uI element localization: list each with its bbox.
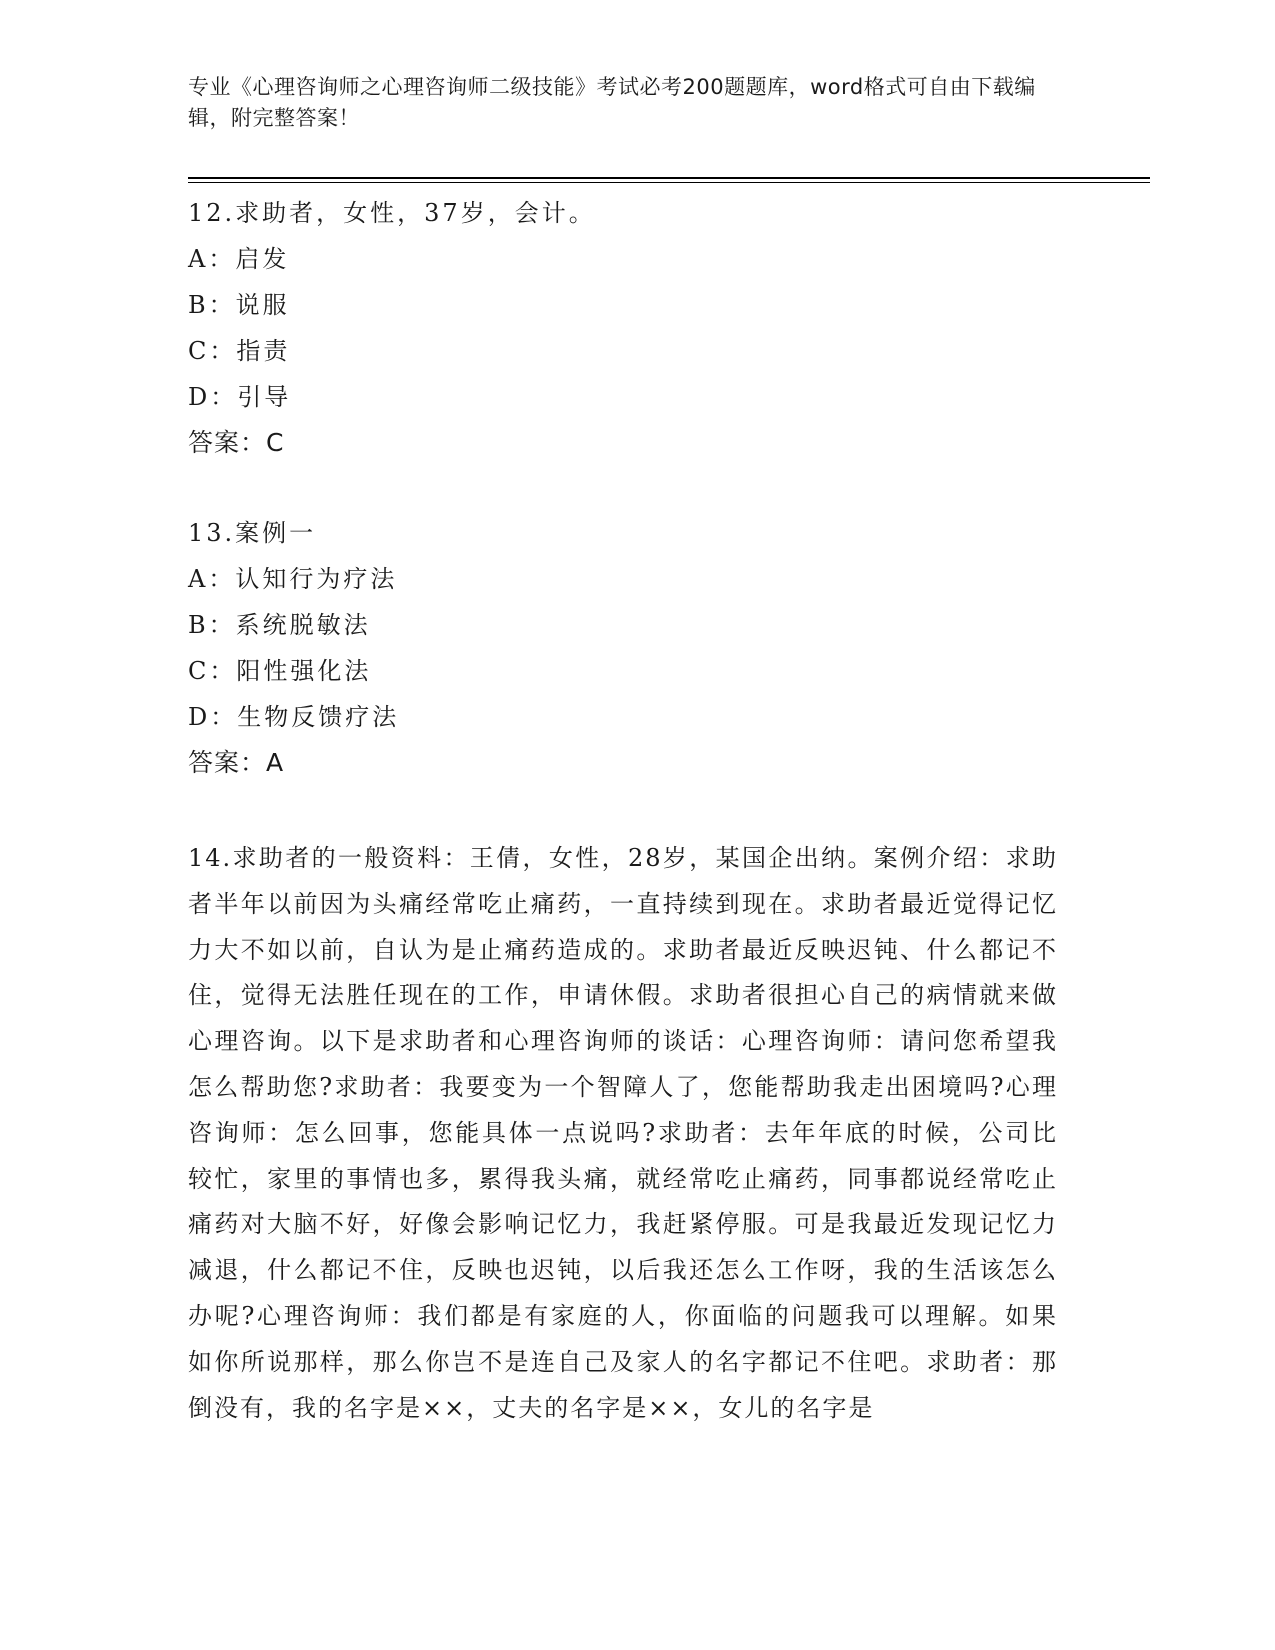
option-a: A：认知行为疗法 — [188, 565, 398, 593]
option-d: D：生物反馈疗法 — [188, 703, 400, 731]
option-d: D：引导 — [188, 383, 292, 411]
spacer — [188, 466, 1068, 510]
spacer — [188, 786, 1068, 836]
question-list — [188, 190, 1068, 1431]
question-stem: 12.求助者，女性，37岁，会计。 — [188, 199, 596, 227]
option-b: B：系统脱敏法 — [188, 611, 371, 639]
document-header: 专业《心理咨询师之心理咨询师二级技能》考试必考200题题库，word格式可自由下载编辑，附完整答案！ — [188, 75, 1036, 130]
question-stem: 13.案例一 — [188, 519, 317, 547]
option-c: C：阳性强化法 — [188, 657, 372, 685]
header-divider-thin — [188, 182, 1150, 183]
header-divider-thick — [188, 177, 1150, 179]
question-13 — [188, 510, 1068, 786]
question-stem: 14.求助者的一般资料：王倩，女性，28岁，某国企出纳。案例介绍：求助者半年以前因为头痛经常吃止痛药，一直持续到现在。求助者最近觉得记忆力大不如以前，自认为是止痛药造成的。求助者最近反映迟钝、什么都记不住，觉得无法胜任现在的工作，申请休假。求助者很担心自己的病情就来做心理咨询。以下是求助者和心理咨询师的谈话：心理咨询师：请问您希望我怎么帮助您?求助者：我要变为一个智障人了，您能帮助我走出困境吗?心理咨询师：怎么回事，您能具体一点说吗?求助者：去年年底的时候，公司比较忙，家里的事情也多，累得我头痛，就经常吃止痛药，同事都说经常吃止痛药对大脑不好，好像会影响记忆力，我赶紧停服。可是我最近发现记忆力减退，什么都记不住，反映也迟钝，以后我还怎么工作呀，我的生活该怎么办呢?心理咨询师：我们都是有家庭的人，你面临的问题我可以理解。如果如你所说那样，那么你岂不是连自己及家人的名字都记不住吧。求助者：那倒没有，我的名字是××，丈夫的名字是××，女儿的名字是 — [188, 844, 1058, 1422]
option-b: B：说服 — [188, 291, 290, 319]
question-14 — [188, 836, 1068, 1431]
option-c: C：指责 — [188, 337, 291, 365]
question-12 — [188, 190, 1068, 466]
answer-line: 答案：A — [188, 748, 285, 777]
option-a: A：启发 — [188, 245, 290, 273]
answer-line: 答案：C — [188, 428, 285, 457]
